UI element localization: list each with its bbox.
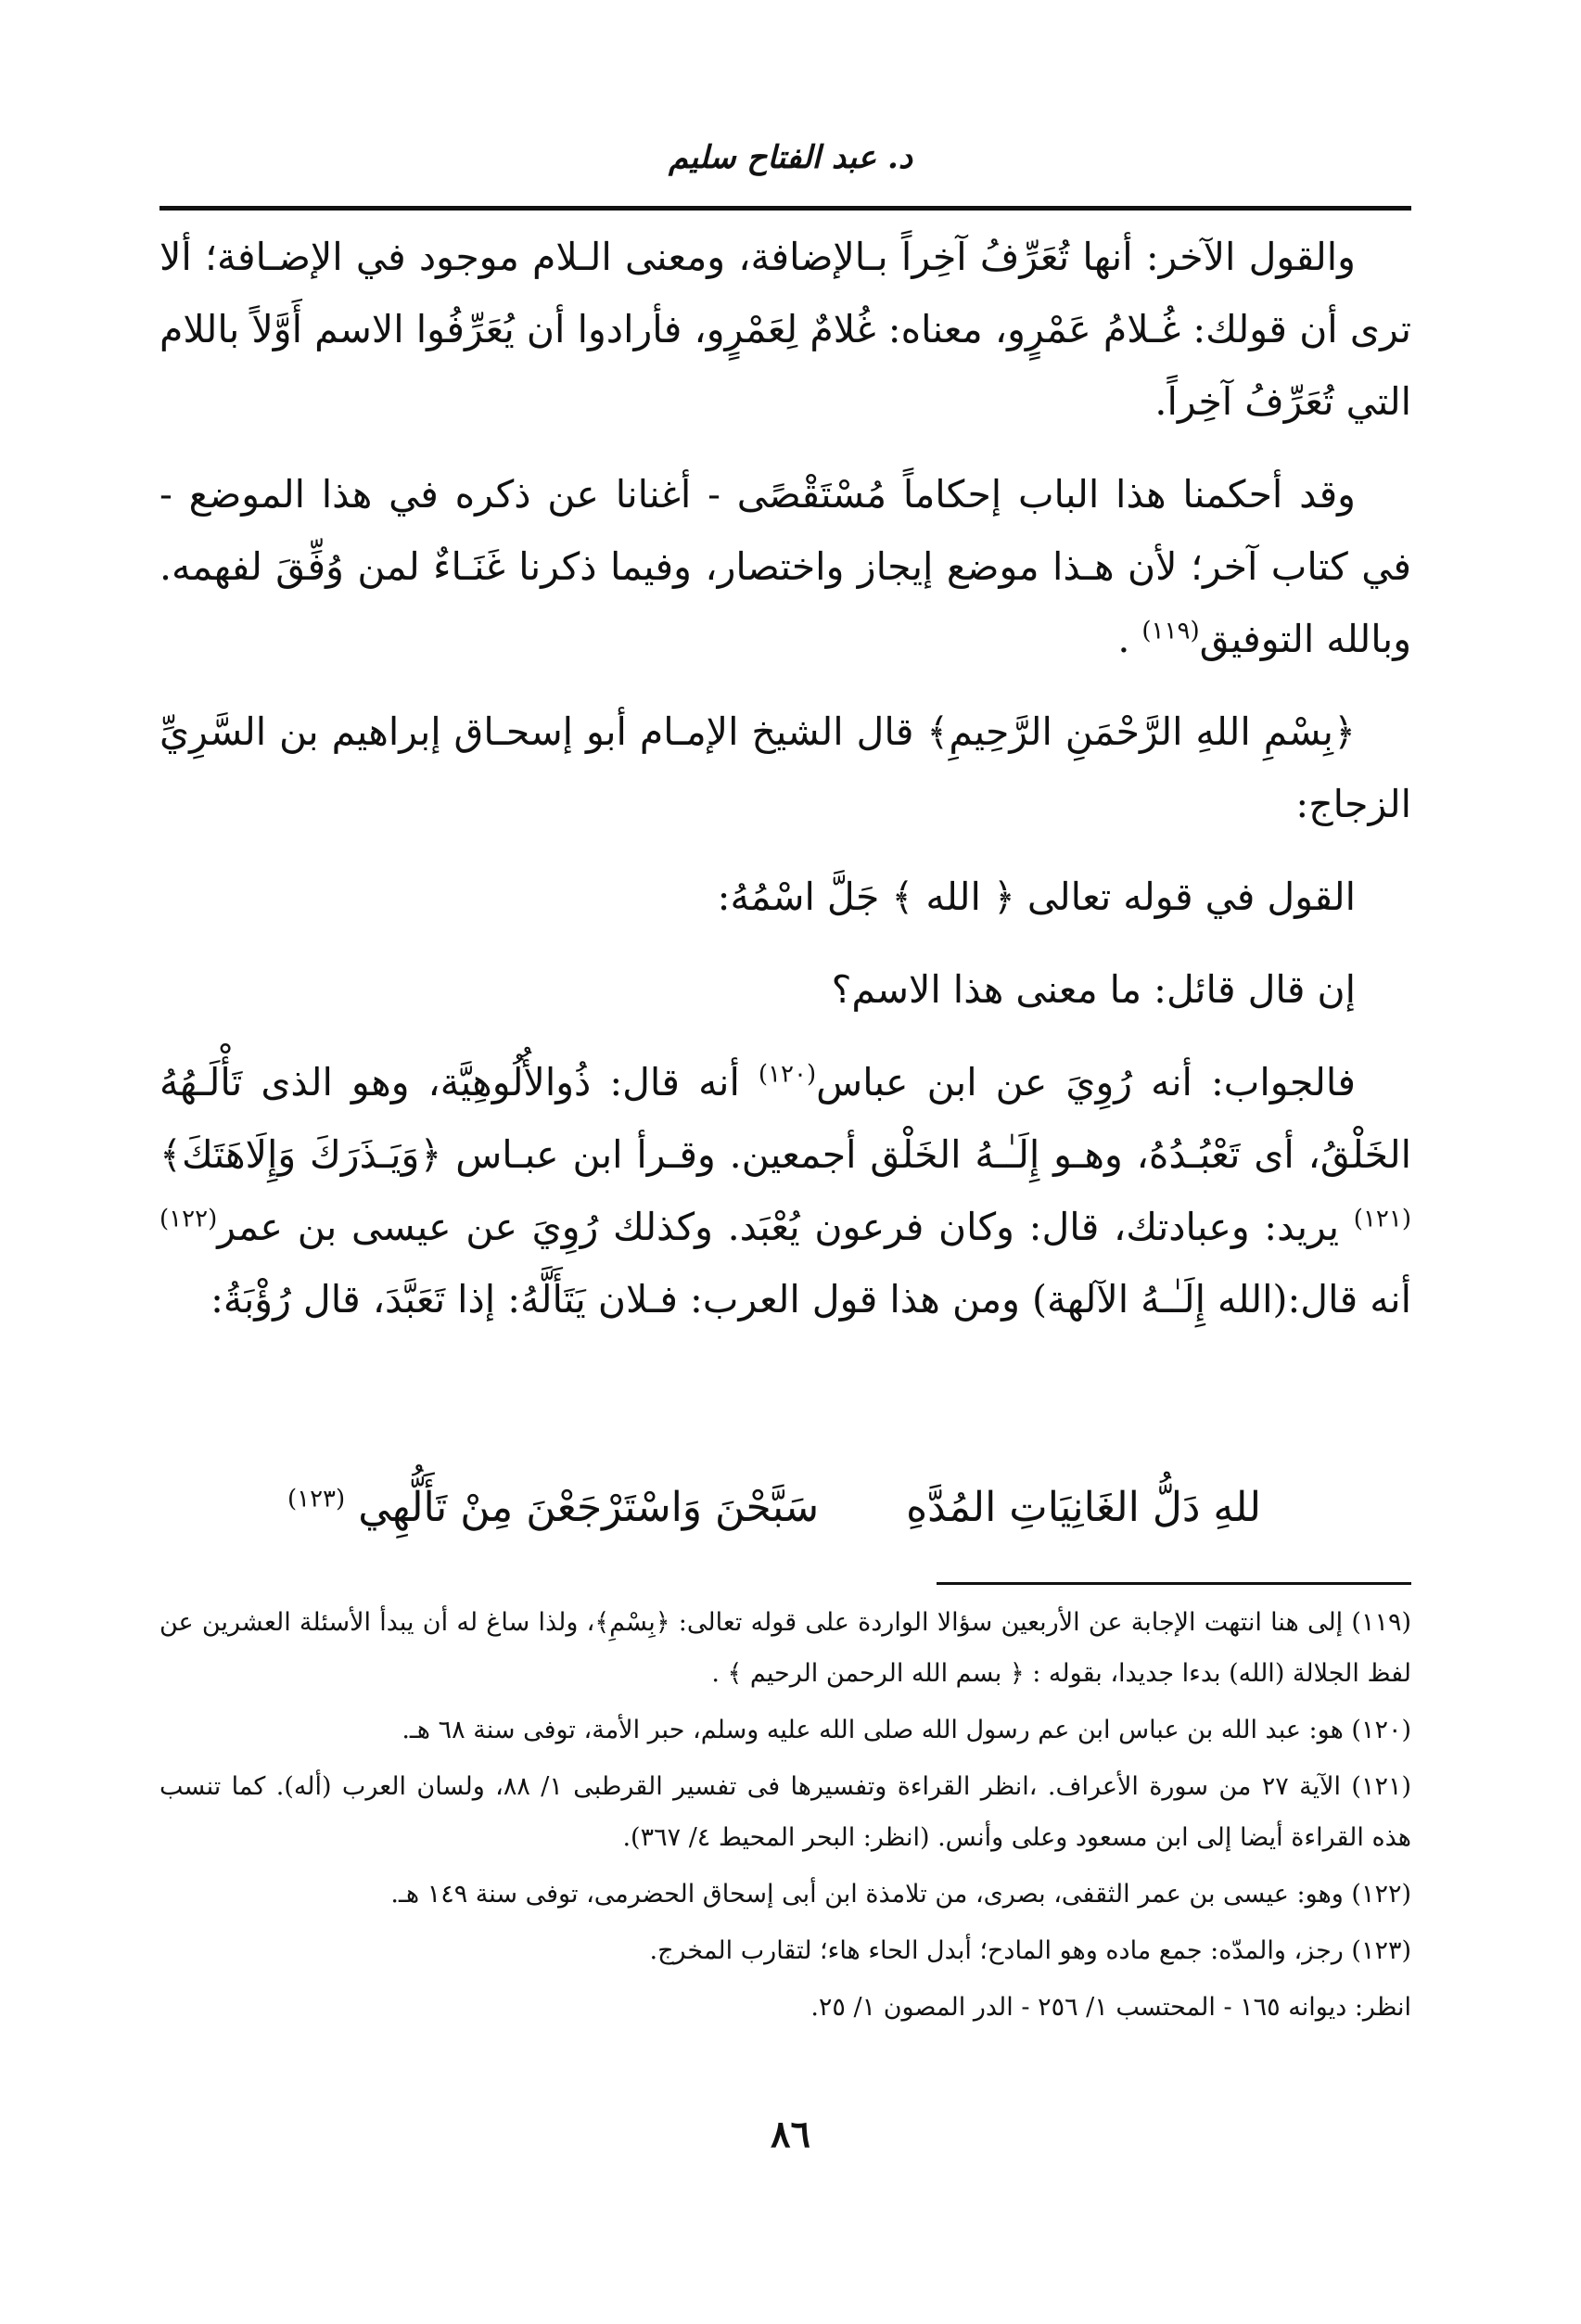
main-text [159, 221, 1411, 1356]
paragraph-6-part-d: أنه قال:(الله إِلَـٰـهُ الآلهة) ومن هذا قول العرب: فـلان يَتَأَلَّهُ: إذا تَعَبَّدَ، قال رُؤْبَةُ: [210, 1277, 1411, 1322]
paragraph-3: ﴿بِسْمِ اللهِ الرَّحْمَنِ الرَّحِيمِ﴾ قال الشيخ الإمـام أبو إسحـاق إبراهيم بن السَّرِيِّ الزجاج: [159, 709, 1411, 826]
verse-second-hemistich [287, 1484, 819, 1531]
footnotes [159, 1597, 1411, 2038]
running-header-author: د. عبد الفتاح سليم [668, 139, 913, 176]
footnote-122: (١٢٢) وهو: عيسى بن عمر الثقفى، بصرى، من تلامذة ابن أبى إسحاق الحضرمى، توفى سنة ١٤٩ هـ. [390, 1880, 1411, 1909]
footnote-121: (١٢١) الآية ٢٧ من سورة الأعراف. ،انظر القراءة وتفسيرها فى تفسير القرطبى ١/ ٨٨، ولسان العرب (أله). كما تنسب هذه القراءة أيضا إلى ابن مسعود وعلى وأنس. (انظر: البحر المحيط ٤/ ٣٦٧). [159, 1772, 1412, 1852]
verse-second-hemistich-text: سَبَّحْنَ وَاسْتَرْجَعْنَ مِنْ تَأَلُّهِي [358, 1484, 820, 1531]
footnote-ref-121: (١٢١) [1353, 1205, 1411, 1233]
paragraph-6 [159, 1046, 1411, 1335]
footnote-divider [937, 1582, 1411, 1585]
footnote-ref-123: (١٢٣) [287, 1485, 346, 1513]
footnote-120: (١٢٠) هو: عبد الله بن عباس ابن عم رسول الله صلى الله عليه وسلم، حبر الأمة، توفى سنة ٦٨ هـ. [402, 1716, 1411, 1744]
header-divider [159, 206, 1411, 211]
paragraph-2-text: وقد أحكمنا هذا الباب إحكاماً مُسْتَقْصًى - أغنانا عن ذكره في هذا الموضع - في كتاب آخر؛ لأن هـذا موضع إيجاز واختصار، وفيما ذكرنا غَنَـاءٌ لمن وُفِّقَ لفهمه. وبالله التوفيق [159, 472, 1411, 661]
paragraph-2: وقد أحكمنا هذا الباب إحكاماً مُسْتَقْصًى - أغنانا عن ذكره في هذا الموضع - في كتاب آخر؛ لأن هـذا موضع إيجاز واختصار، وفيما ذكرنا غَنَـاءٌ لمن وُفِّقَ لفهمه. وبالله التوفيق$^{(١١٩)}$ . [159, 472, 1411, 661]
paragraph-6-part-b: أنه قال: ذُوالأُلُوهِيَّة، وهو الذى تَأْلَـهُهُ الخَلْقُ، أى تَعْبُـدُهُ، وهـو إِلَـٰـهُ الخَلْق أجمعين. وقـرأ ابن عبـاس ﴿وَيَـذَرَكَ وَإِلَاهَتَكَ﴾ [159, 1060, 1411, 1177]
poetry-verse [278, 1484, 1298, 1531]
paragraph-1: والقول الآخر: أنها تُعَرِّفُ آخِراً بـالإضافة، ومعنى الـلام موجود في الإضـافة؛ ألا ترى أن قولك: غُـلامُ عَمْرٍو، معناه: غُلامٌ لِعَمْرٍو، فأرادوا أن يُعَرِّفُوا الاسم أَوَّلاً باللام التي تُعَرِّفُ آخِراً. [159, 235, 1411, 424]
page-number: ٨٦ [771, 2113, 810, 2156]
paragraph-6-part-c: يريد: وعبادتك، قال: وكان فرعون يُعْبَد. وكذلك رُوِيَ عن عيسى بن عمر [217, 1205, 1340, 1249]
footnote-119: (١١٩) إلى هنا انتهت الإجابة عن الأربعين سؤالا الواردة على قوله تعالى: ﴿بِسْمِ﴾، ولذا ساغ له أن يبدأ الأسئلة العشرين عن لفظ الجلالة (الله) بدءا جديدا، بقوله : ﴿ بسم الله الرحمن الرحيم ﴾ . [159, 1608, 1411, 1688]
verse-first-hemistich: للهِ دَلُّ الغَانِيَاتِ المُدَّهِ [906, 1484, 1261, 1531]
footnote-123-continuation: انظر: ديوانه ١٦٥ - المحتسب ١/ ٢٥٦ - الدر المصون ١/ ٢٥. [810, 1993, 1411, 2022]
footnote-123: (١٢٣) رجز، والمدّه: جمع ماده وهو المادح؛ أبدل الحاء هاء؛ لتقارب المخرج. [649, 1936, 1411, 1965]
paragraph-5: إن قال قائل: ما معنى هذا الاسم؟ [831, 967, 1356, 1012]
footnote-ref-119: (١١٩) [1141, 617, 1200, 645]
paragraph-4: القول في قوله تعالى ﴿ الله ﴾ جَلَّ اسْمُهُ: [717, 875, 1356, 919]
footnote-ref-122: (١٢٢) [159, 1205, 218, 1233]
footnote-ref-120: (١٢٠) [758, 1060, 817, 1089]
paragraph-6-part-a: فالجواب: أنه رُوِيَ عن ابن عباس [816, 1060, 1356, 1105]
